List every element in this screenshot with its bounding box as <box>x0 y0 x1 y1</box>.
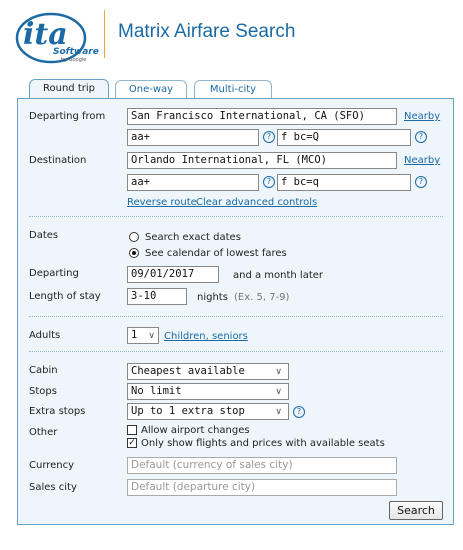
help-icon[interactable]: ? <box>293 406 305 418</box>
extra-stops-label: Extra stops <box>29 406 86 417</box>
available-seats-checkbox[interactable] <box>127 438 137 448</box>
exact-dates-label: Search exact dates <box>145 232 241 243</box>
extra-stops-select-value: Up to 1 extra stop <box>131 405 245 417</box>
section-divider <box>29 351 443 352</box>
adults-select-value: 1 <box>131 329 138 341</box>
departing-date-input[interactable]: 09/01/2017 <box>127 266 219 283</box>
departing-extension-input[interactable]: f bc=Q <box>277 129 411 146</box>
stops-label: Stops <box>29 386 57 397</box>
logo-sub-text: Software <box>53 47 99 57</box>
ita-logo-mark <box>13 8 99 64</box>
clear-advanced-controls-link[interactable]: Clear advanced controls <box>196 197 318 208</box>
other-label: Other <box>29 427 58 438</box>
chevron-down-icon: ∨ <box>275 407 282 417</box>
help-icon[interactable]: ? <box>263 131 275 143</box>
reverse-route-link[interactable]: Reverse route <box>127 197 197 208</box>
destination-input[interactable]: Orlando International, FL (MCO) <box>127 152 397 169</box>
calendar-lowest-fares-label: See calendar of lowest fares <box>145 248 287 259</box>
destination-extension-input[interactable]: f bc=q <box>277 174 411 191</box>
chevron-down-icon: ∨ <box>275 367 282 377</box>
extra-stops-select[interactable] <box>127 403 289 420</box>
radio-exact-dates[interactable] <box>129 232 139 242</box>
departing-nearby-link[interactable]: Nearby <box>404 111 441 122</box>
departing-suffix-text: and a month later <box>233 270 324 281</box>
children-seniors-link[interactable]: Children, seniors <box>164 331 248 342</box>
checkmark-icon: ✓ <box>128 438 136 448</box>
adults-select[interactable] <box>127 327 159 344</box>
length-of-stay-hint: (Ex. 5, 7-9) <box>234 292 290 303</box>
logo-main-text: ita <box>23 17 68 52</box>
destination-label: Destination <box>29 155 87 166</box>
departing-from-label: Departing from <box>29 111 106 122</box>
stops-select[interactable] <box>127 383 289 400</box>
tab-one-way[interactable]: One-way <box>115 80 187 98</box>
cabin-label: Cabin <box>29 365 58 376</box>
help-icon[interactable]: ? <box>263 176 275 188</box>
currency-label: Currency <box>29 460 75 471</box>
tab-multi-city[interactable]: Multi-city <box>194 80 272 98</box>
departing-from-input[interactable]: San Francisco International, CA (SFO) <box>127 108 397 125</box>
stops-select-value: No limit <box>131 385 182 397</box>
currency-input[interactable]: Default (currency of sales city) <box>127 457 397 474</box>
tab-round-trip[interactable]: Round trip <box>29 79 109 99</box>
length-of-stay-input[interactable]: 3-10 <box>127 288 187 305</box>
allow-airport-changes-checkbox[interactable] <box>127 425 137 435</box>
sales-city-label: Sales city <box>29 482 77 493</box>
departing-routing-input[interactable]: aa+ <box>127 129 259 146</box>
cabin-select-value: Cheapest available <box>131 365 245 377</box>
page-title: Matrix Airfare Search <box>118 21 296 42</box>
length-of-stay-label: Length of stay <box>29 291 101 302</box>
ita-logo <box>13 8 99 64</box>
chevron-down-icon: ∨ <box>148 331 155 341</box>
help-icon[interactable]: ? <box>415 176 427 188</box>
allow-airport-changes-label: Allow airport changes <box>141 425 250 436</box>
header-divider <box>104 10 105 58</box>
available-seats-label: Only show flights and prices with available seats <box>141 438 385 449</box>
logo-byline-text: by Google <box>61 57 87 63</box>
destination-nearby-link[interactable]: Nearby <box>404 155 441 166</box>
departing-label: Departing <box>29 268 79 279</box>
nights-label: nights <box>197 292 228 303</box>
sales-city-input[interactable]: Default (departure city) <box>127 479 397 496</box>
cabin-select[interactable] <box>127 363 289 380</box>
search-button[interactable]: Search <box>389 501 443 520</box>
chevron-down-icon: ∨ <box>275 387 282 397</box>
help-icon[interactable]: ? <box>415 131 427 143</box>
dates-label: Dates <box>29 230 59 241</box>
adults-label: Adults <box>29 330 61 341</box>
radio-calendar-lowest-fares[interactable] <box>129 248 139 258</box>
section-divider <box>29 216 443 217</box>
destination-routing-input[interactable]: aa+ <box>127 174 259 191</box>
section-divider <box>29 316 443 317</box>
